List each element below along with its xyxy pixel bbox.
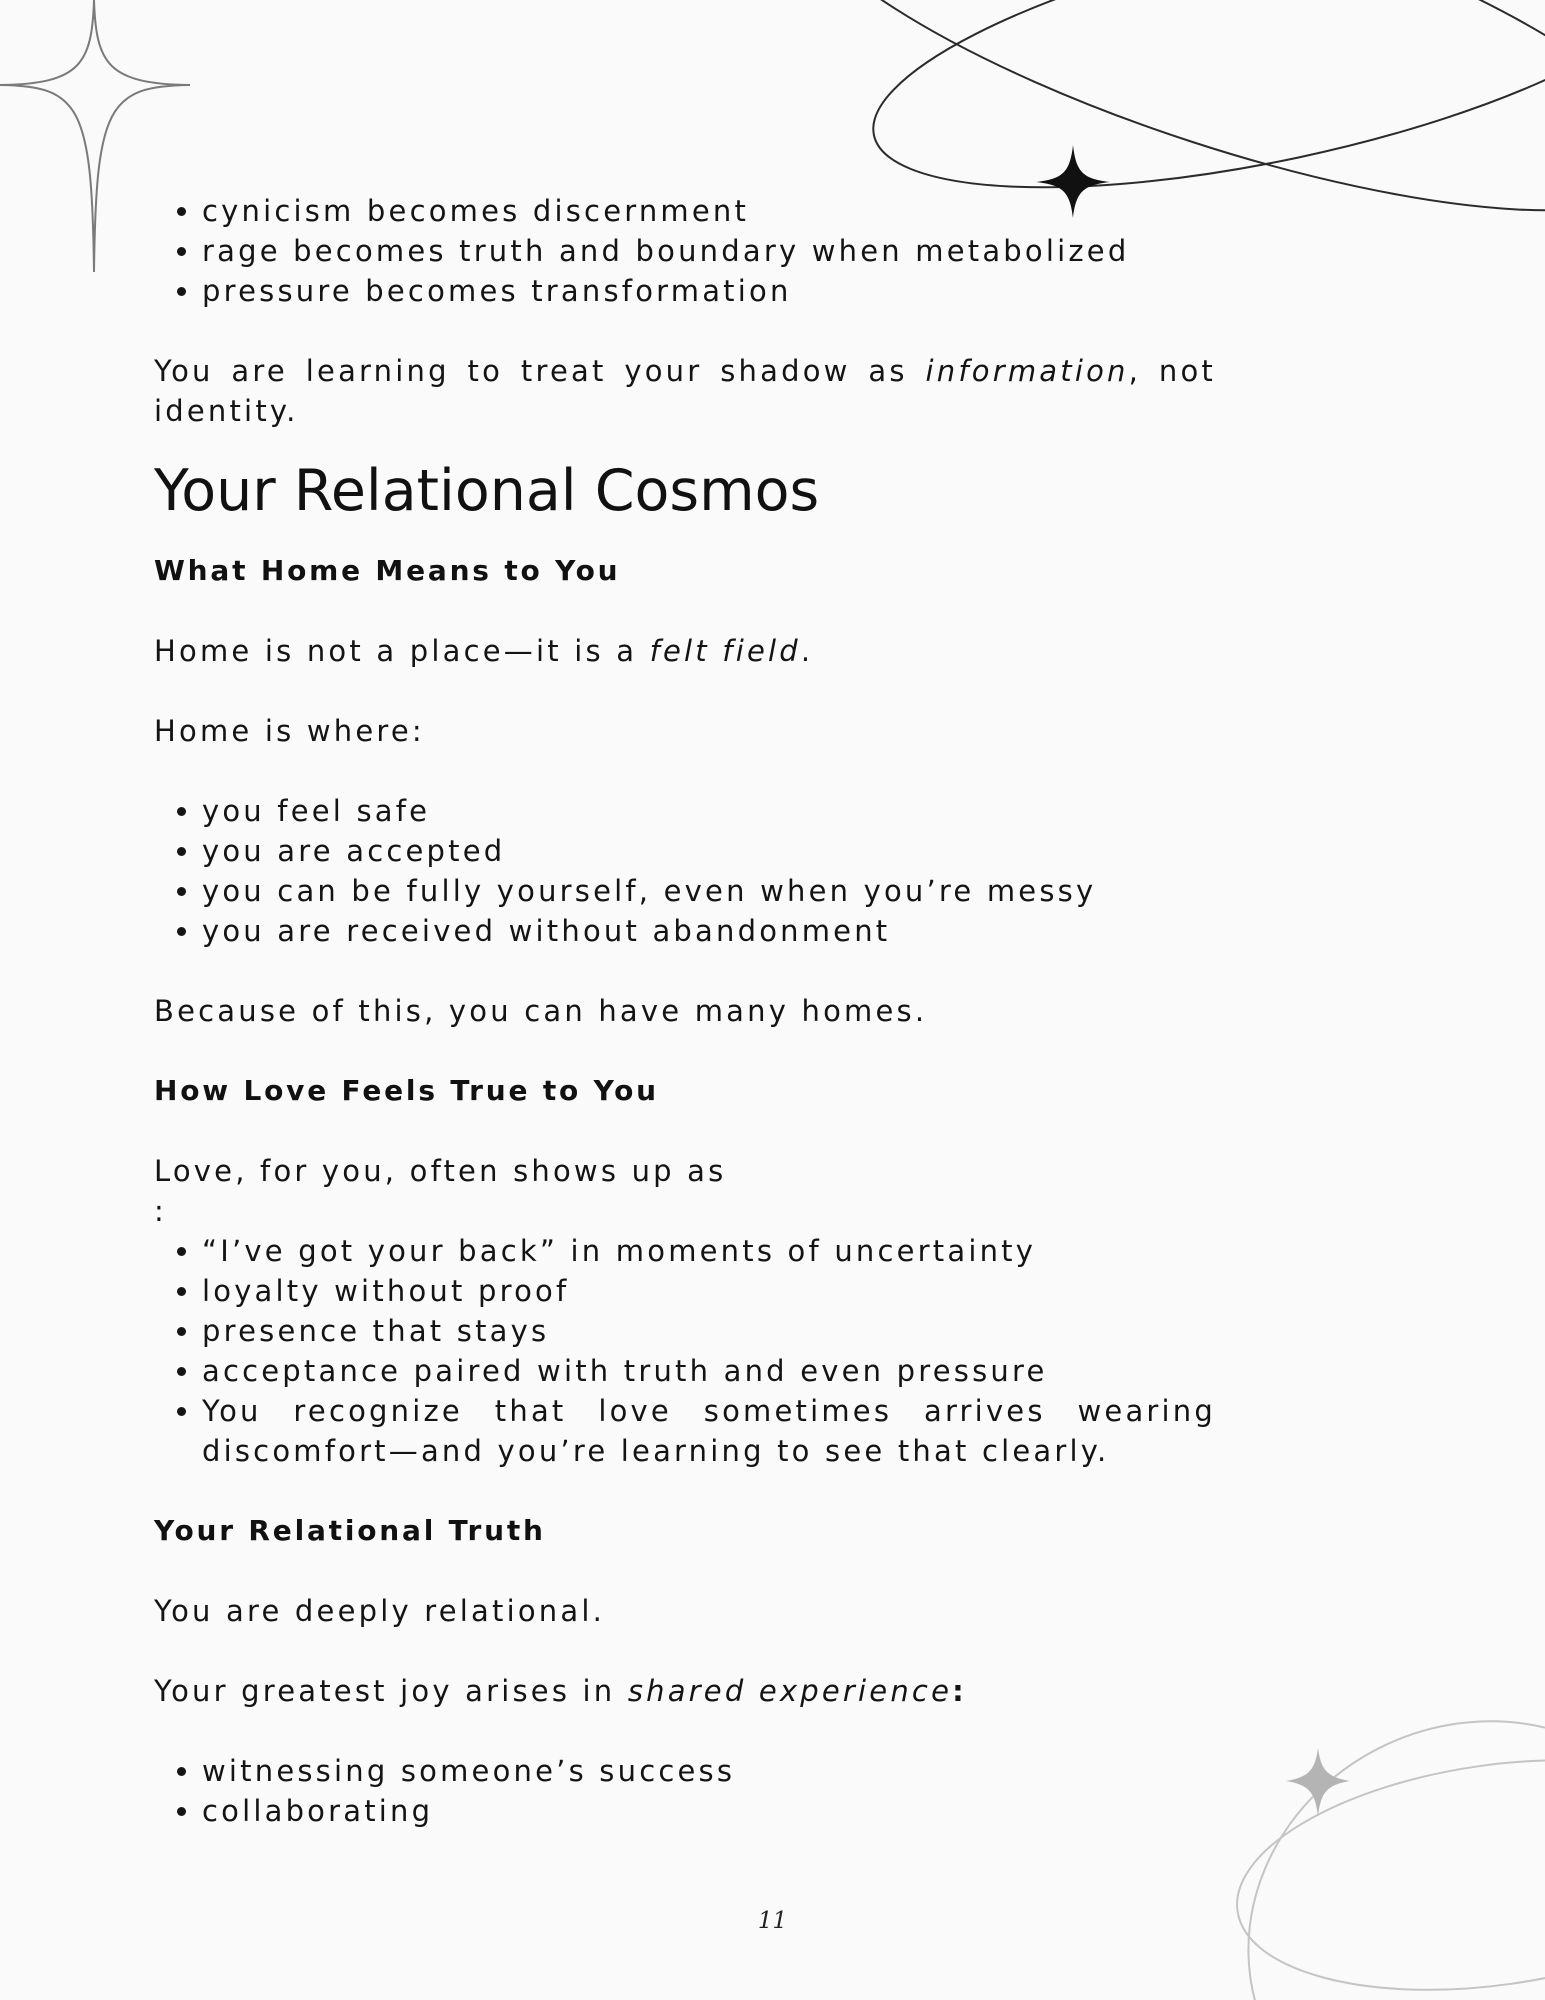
list-item: • you are accepted — [202, 831, 1216, 871]
list-item: • collaborating — [202, 1791, 1216, 1831]
section-title: Your Relational Cosmos — [154, 458, 820, 524]
list-item: • you can be fully yourself, even when you’re messy — [202, 871, 1216, 911]
home-where: Home is where: — [154, 714, 425, 748]
shadow-transformation-list — [154, 191, 1216, 311]
list-item: • cynicism becomes discernment — [202, 191, 1216, 231]
list-item: • you feel safe — [202, 791, 1216, 831]
list-item: • loyalty without proof — [202, 1271, 1216, 1311]
truth-heading: Your Relational Truth — [154, 1514, 546, 1547]
list-item: • rage becomes truth and boundary when metabolized — [202, 231, 1216, 271]
love-intro-colon: : — [154, 1194, 167, 1228]
love-intro: Love, for you, often shows up as — [154, 1154, 727, 1188]
shadow-summary-paragraph: You are learning to treat your shadow as information, not identity. — [154, 354, 1216, 428]
page-content — [154, 191, 1216, 1831]
four-point-star-gray-icon — [1286, 1748, 1350, 1816]
orbit-lines-bottom — [1178, 1647, 1545, 2000]
list-item: • witnessing someone’s success — [202, 1751, 1216, 1791]
list-item: • you are received without abandonment — [202, 911, 1216, 951]
page-number: 11 — [757, 1908, 788, 1934]
list-item: • acceptance paired with truth and even pressure — [202, 1351, 1216, 1391]
home-list — [154, 791, 1216, 951]
home-intro: Home is not a place—it is a felt field. — [154, 634, 814, 668]
home-closing: Because of this, you can have many homes. — [154, 994, 928, 1028]
truth-line: You are deeply relational. — [154, 1594, 606, 1628]
list-item: • “I’ve got your back” in moments of uncertainty — [202, 1231, 1216, 1271]
home-heading: What Home Means to You — [154, 554, 621, 587]
list-item: • pressure becomes transformation — [202, 271, 1216, 311]
list-item: • You recognize that love sometimes arrives wearing discomfort—and you’re learning to see that clearly. — [202, 1391, 1216, 1471]
love-heading: How Love Feels True to You — [154, 1074, 659, 1107]
love-list — [154, 1231, 1216, 1471]
list-item: • presence that stays — [202, 1311, 1216, 1351]
truth-joy: Your greatest joy arises in shared experience: — [154, 1674, 967, 1708]
truth-list — [154, 1751, 1216, 1831]
